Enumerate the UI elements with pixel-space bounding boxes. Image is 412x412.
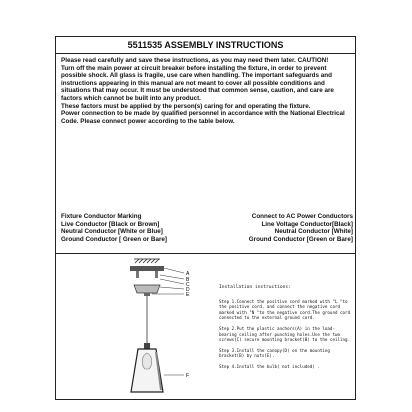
conductor-table bbox=[61, 213, 353, 243]
conductor-header-right: Connect to AC Power Conductors bbox=[251, 213, 353, 220]
page-title: 5511535 ASSEMBLY INSTRUCTIONS bbox=[56, 37, 355, 54]
intro-line-2: Turn off the main power at circuit breaker before installing the fixture, in order to prevent possible shock. All glass is fragile, use care when handling. The important safeguards and instructions appearing in this manual are not meant to cover all possible conditions and situations that may occur. It must be understood that common sense, caution, and care are factors which cannot be built into any product. bbox=[61, 64, 334, 102]
installation-steps bbox=[219, 285, 351, 375]
mounting-bracket bbox=[130, 266, 164, 271]
conductor-row bbox=[61, 221, 353, 229]
safety-text bbox=[61, 57, 353, 125]
conductor-left: Ground Conductor [ Green or Bare] bbox=[61, 235, 168, 243]
intro-line-3: These factors must be applied by the person(s) caring for and operating the fixture. bbox=[61, 102, 311, 110]
step-item: Step 4.Install the bulb( not included) . bbox=[219, 363, 320, 369]
conductor-left: Live Conductor [Black or Brown] bbox=[61, 220, 160, 228]
instruction-sheet bbox=[55, 36, 356, 400]
socket bbox=[144, 343, 150, 349]
conductor-row bbox=[61, 236, 353, 244]
step-item: Step 1.Connect the positive cord marked with "L "to the positive cord, and connect the negative cord marked with "N "to the negative cord.The ground cord connected to the external ground cord. bbox=[219, 298, 351, 321]
conductor-header-left: Fixture Conductor Marking bbox=[61, 213, 142, 220]
label-d: D bbox=[186, 287, 190, 293]
conductor-right: Line Voltage Conductor[Black] bbox=[261, 220, 353, 228]
steps-heading: Installation instructions: bbox=[219, 285, 291, 290]
conductor-left: Neutral Conductor [White or Blue] bbox=[61, 228, 163, 236]
canopy bbox=[134, 285, 160, 293]
conductor-right: Neutral Conductor [White] bbox=[274, 228, 353, 236]
canopy-nut bbox=[144, 293, 150, 296]
section-divider bbox=[56, 253, 355, 254]
anchor bbox=[155, 271, 158, 278]
conductor-header-row bbox=[61, 213, 353, 221]
ceiling-hatch bbox=[134, 259, 160, 263]
conductor-right: Ground Conductor [Green or Bare] bbox=[248, 235, 353, 243]
anchor bbox=[136, 271, 139, 278]
label-f: F bbox=[186, 373, 190, 379]
step-item: Step 3.Install the canopy(D) on the mounting bracket(B) by nuts(E). bbox=[219, 347, 330, 359]
step-item: Step 2.Put the plastic anchors(A) in the load-bearing ceiling after punching holes.Use the two screws(C) secure mounting bracket(B) to the ceiling. bbox=[219, 325, 351, 343]
label-c: C bbox=[186, 282, 190, 288]
intro-line-1: Please read carefully and save these instructions, as you may need them later. CAUTION! bbox=[61, 57, 329, 64]
intro-line-4: Power connection to be made by qualified personnel in accordance with the National Electrical Code. Please connect power according to the table below. bbox=[61, 110, 345, 125]
conductor-row bbox=[61, 228, 353, 236]
label-b: B bbox=[186, 277, 190, 283]
label-a: A bbox=[186, 271, 190, 277]
label-e: E bbox=[186, 292, 190, 298]
pendant-diagram bbox=[64, 257, 214, 397]
